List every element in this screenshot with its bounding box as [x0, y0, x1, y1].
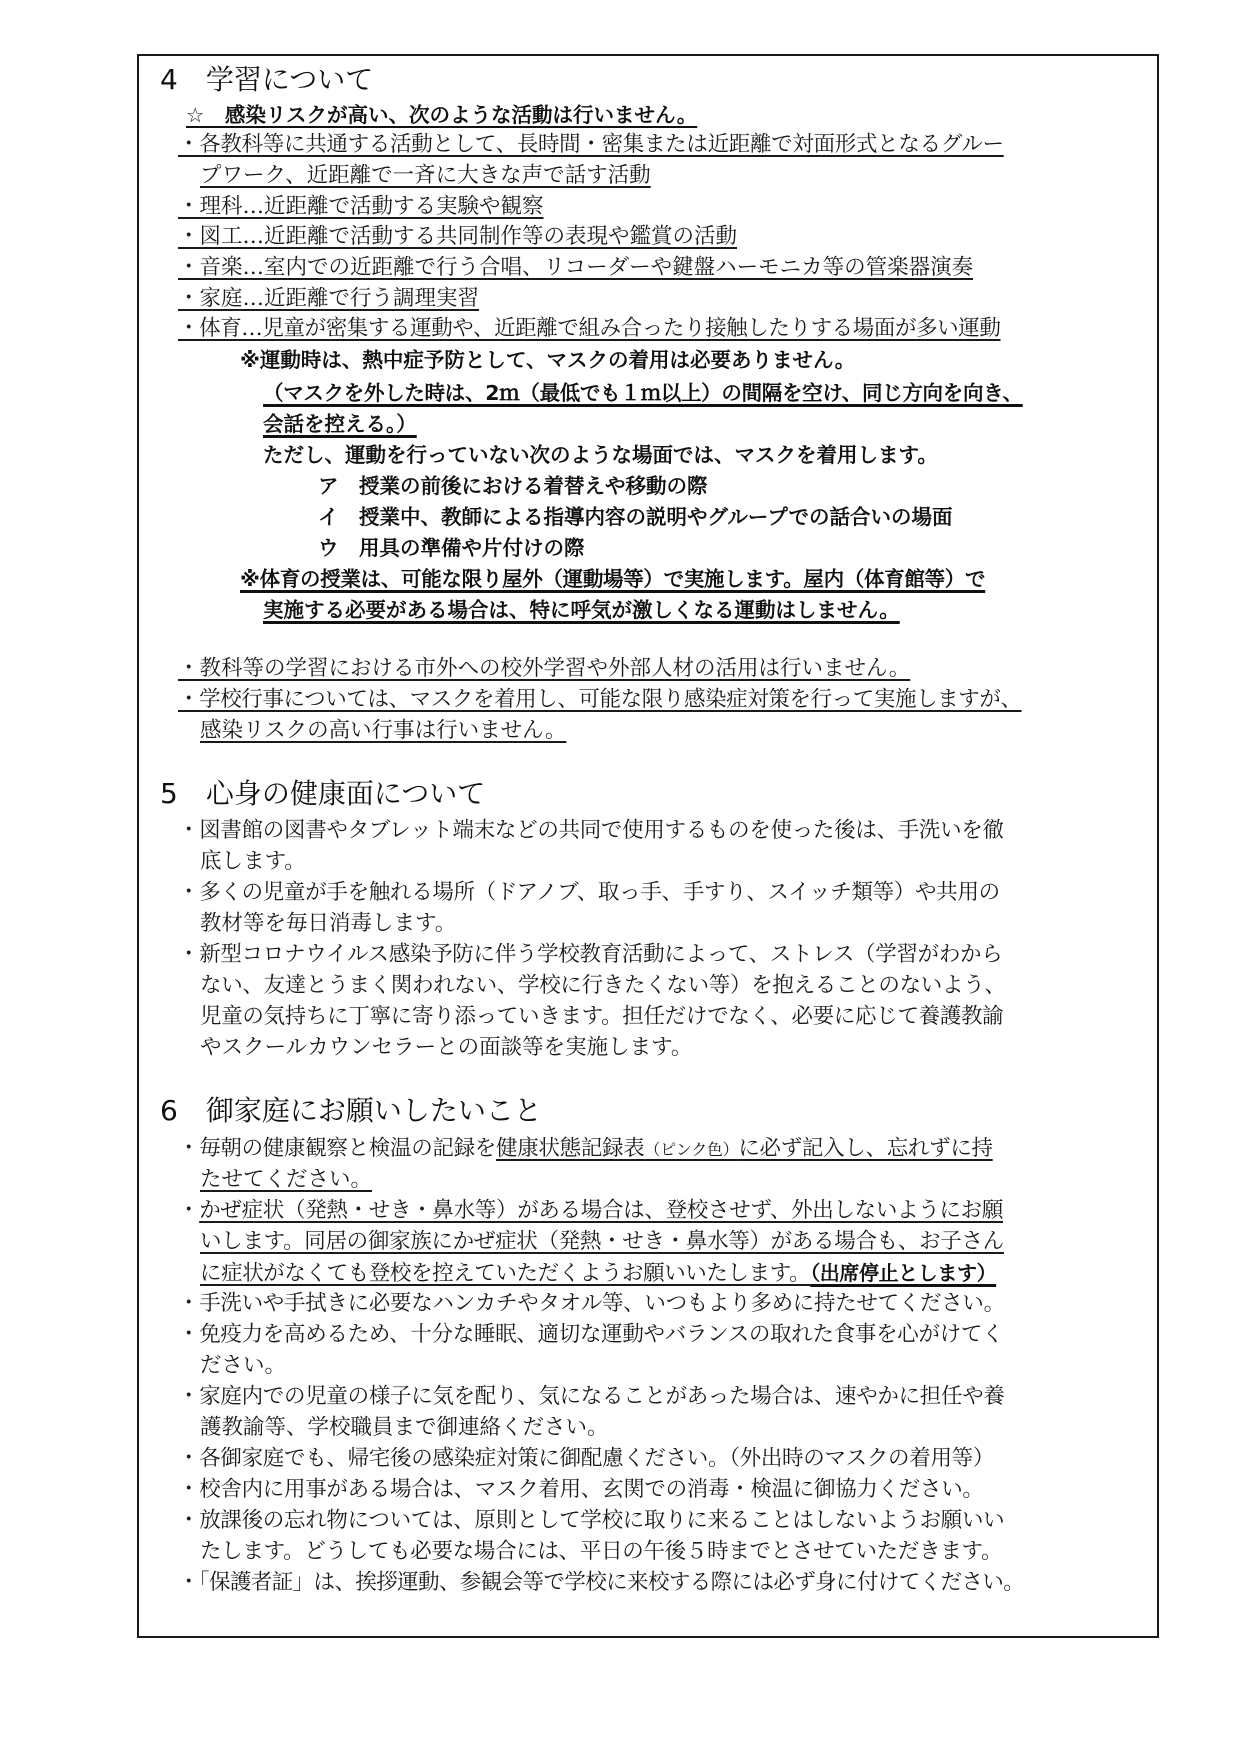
home-line: ・各御家庭でも、帰宅後の感染症対策に御配慮ください。（外出時のマスクの着用等）	[178, 1446, 995, 1471]
home-line: ・家庭内での児童の様子に気を配り、気になることがあった場合は、速やかに担任や養	[178, 1384, 1005, 1409]
home-line	[178, 1134, 993, 1165]
mask-paren-line: 会話を控える。）	[263, 412, 417, 436]
extra-line: ・学校行事については、マスクを着用し、可能な限り感染症対策を行って実施しますが、	[178, 687, 1022, 712]
home-line: 護教諭等、学校職員まで御連絡ください。	[200, 1415, 609, 1440]
extra-line: ・教科等の学習における市外への校外学習や外部人材の活用は行いません。	[178, 656, 911, 681]
activity-line: ・各教科等に共通する活動として、長時間・密集または近距離で対面形式となるグルー	[178, 132, 1004, 157]
pe-note-line: 実施する必要がある場合は、特に呼気が激しくなる運動はしません。	[263, 598, 900, 622]
scene-item: イ 授業中、教師による指導内容の説明やグループでの話合いの場面	[318, 505, 953, 529]
however-line: ただし、運動を行っていない次のような場面では、マスクを着用します。	[263, 443, 938, 467]
home-line: ださい。	[200, 1353, 287, 1378]
home-line: ・「保護者証」は、挨拶運動、参観会等で学校に来校する際には必ず身に付けてください。	[178, 1570, 1025, 1595]
home-line: ・免疫力を高めるため、十分な睡眠、適切な運動やバランスの取れた食事を心がけてく	[178, 1322, 1004, 1347]
home-line: たします。どうしても必要な場合には、平日の午後５時までとさせていただきます。	[200, 1539, 1003, 1564]
health-line: ない、友達とうまく関われない、学校に行きたくない等）を抱えることのないよう、	[200, 973, 1006, 998]
home-line: たせてください。	[200, 1167, 373, 1192]
activity-line: ・図工…近距離で活動する共同制作等の表現や鑑賞の活動	[178, 224, 738, 249]
home-line-text: ・	[178, 1198, 200, 1223]
home-line-text: に必ず記入し、忘れずに持	[738, 1136, 993, 1161]
home-line	[200, 1258, 996, 1289]
health-line: ・多くの児童が手を触れる場所（ドアノブ、取っ手、手すり、スイッチ類等）や共用の	[178, 880, 1000, 905]
section-4-heading: 4 学習について	[160, 63, 374, 96]
home-line: いします。同居の御家族にかぜ症状（発熱・せき・鼻水等）がある場合も、お子さん	[200, 1229, 1004, 1254]
health-line: 底します。	[200, 849, 306, 874]
star-note: ☆ 感染リスクが高い、次のような活動は行いません。	[186, 103, 698, 127]
activity-line: プワーク、近距離で一斉に大きな声で話す活動	[200, 163, 651, 188]
home-line: ・校舎内に用事がある場合は、マスク着用、玄関での消毒・検温に御協力ください。	[178, 1477, 984, 1502]
home-line	[178, 1196, 1003, 1226]
health-line: 教材等を毎日消毒します。	[200, 911, 457, 936]
activity-line: ・家庭…近距離で行う調理実習	[178, 286, 480, 311]
activity-line: ・理科…近距離で活動する実験や観察	[178, 194, 544, 219]
health-line: やスクールカウンセラーとの面談等を実施します。	[200, 1035, 693, 1060]
extra-line: 感染リスクの高い行事は行いません。	[200, 718, 567, 743]
health-line: 児童の気持ちに丁寧に寄り添っていきます。担任だけでなく、必要に応じて養護教諭	[200, 1004, 1004, 1029]
health-record-sheet: 健康状態記録表	[496, 1136, 645, 1161]
activity-line: ・体育…児童が密集する運動や、近距離で組み合ったり接触したりする場面が多い運動	[178, 316, 1001, 341]
section-6-heading: 6 御家庭にお願いしたいこと	[160, 1094, 542, 1127]
home-line-text: に症状がなくても登校を控えていただくようお願いいたします。	[200, 1261, 811, 1286]
home-line-text: かぜ症状（発熱・せき・鼻水等）がある場合は、登校させず、外出しないようにお願	[199, 1198, 1004, 1223]
health-record-sheet-color: （ピンク色）	[644, 1140, 739, 1159]
scene-item: ア 授業の前後における着替えや移動の際	[318, 474, 708, 498]
scene-item: ウ 用具の準備や片付けの際	[318, 536, 585, 560]
health-line: ・図書館の図書やタブレット端末などの共同で使用するものを使った後は、手洗いを徹	[178, 818, 1004, 843]
mask-note: ※運動時は、熱中症予防として、マスクの着用は必要ありません。	[240, 348, 856, 372]
activity-line: ・音楽…室内での近距離で行う合唱、リコーダーや鍵盤ハーモニカ等の管楽器演奏	[178, 255, 974, 280]
home-line: ・手洗いや手拭きに必要なハンカチやタオル等、いつもより多めに持たせてください。	[178, 1291, 1005, 1316]
home-line-text: ・毎朝の健康観察と検温の記録を	[178, 1136, 497, 1161]
home-line: ・放課後の忘れ物については、原則として学校に取りに来ることはしないようお願いい	[178, 1508, 1005, 1533]
attendance-suspension-note: （出席停止とします）	[810, 1261, 997, 1285]
mask-paren-line: （マスクを外した時は、2ｍ（最低でも１ｍ以上）の間隔を空け、同じ方向を向き、	[263, 381, 1023, 405]
pe-note-line: ※体育の授業は、可能な限り屋外（運動場等）で実施します。屋内（体育館等）で	[240, 567, 986, 591]
health-line: ・新型コロナウイルス感染予防に伴う学校教育活動によって、ストレス（学習がわから	[178, 942, 1003, 967]
section-5-heading: 5 心身の健康面について	[160, 777, 486, 810]
